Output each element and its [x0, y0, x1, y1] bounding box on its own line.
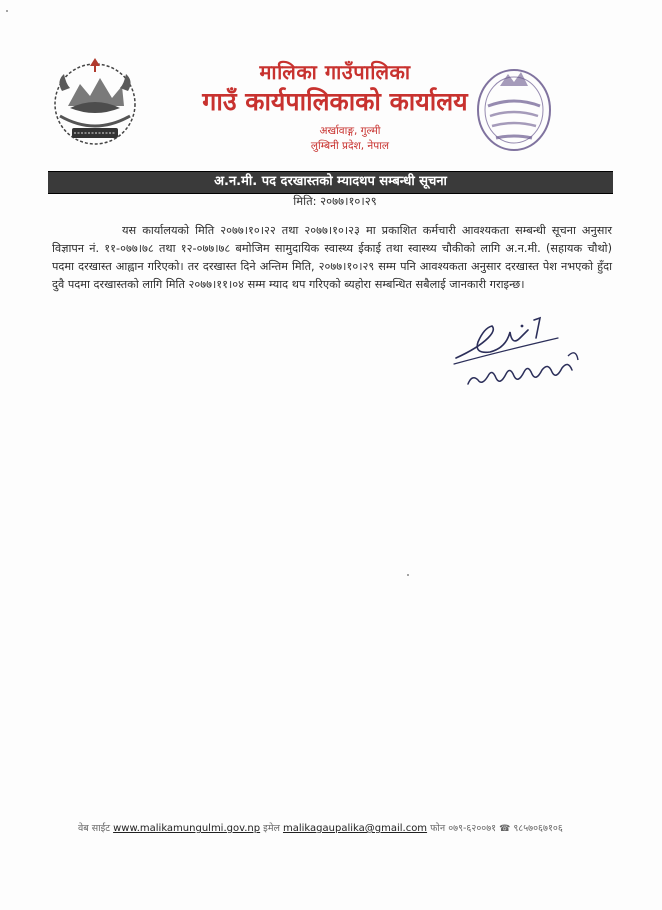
email-link[interactable]: malikagaupalika@gmail.com: [282, 823, 428, 834]
municipality-name: मालिका गाउँपालिका: [259, 60, 411, 84]
phone-number: ०७९-६२००७१: [448, 823, 497, 834]
handwritten-signature: [448, 308, 598, 398]
office-address: [250, 124, 450, 154]
address-line-2: लुम्बिनी प्रदेश, नेपाल: [310, 140, 390, 152]
notice-body: [52, 222, 612, 294]
notice-date: मिति: २०७७।१०।२९: [293, 194, 377, 208]
telephone-icon: ☎: [499, 824, 511, 834]
phone-label: फोन: [430, 823, 446, 834]
notice-title-banner: [48, 171, 613, 194]
mobile-number: ९८५७०६७१०६: [513, 823, 563, 834]
footer-contact: [78, 821, 598, 834]
website-label: वेब साईट: [78, 823, 111, 834]
office-header: [170, 60, 500, 118]
nepal-emblem-icon: [50, 56, 140, 150]
address-line-1: अर्खावाङ्ग, गुल्मी: [319, 125, 381, 137]
notice-body-text: यस कार्यालयको मिति २०७७।१०।२२ तथा २०७७।१०।२३ मा प्रकाशित कर्मचारी आवश्यकता सम्बन्धी सूचना अनुसार विज्ञापन नं. ११-०७७।७८ तथा १२-०७७।७८ बमोजिम सामुदायिक स्वास्थ्य ईकाई तथा स्वास्थ्य चौकीको लागि अ.न.मी. (सहायक चौथो) पदमा दरखास्त आह्वान गरिएको। तर दरखास्त दिने अन्तिम मिति, २०७७।१०।२९ सम्म पनि आवश्यकता अनुसार दरखास्त पेश नभएको हुँदा दुवै पदमा दरखास्तको लागि मिति २०७७।११।०४ सम्म म्याद थप गरिएको ब्यहोरा सम्बन्धित सबैलाई जानकारी गराइन्छ।: [52, 224, 612, 291]
scan-speck: [6, 10, 8, 12]
email-label: इमेल: [263, 823, 280, 834]
notice-title: अ.न.मी. पद दरखास्तको म्यादथप सम्बन्धी सूचना: [214, 174, 447, 189]
office-seal-stamp: [466, 60, 554, 162]
website-link[interactable]: www.malikamungulmi.gov.np: [113, 823, 261, 834]
scan-speck: [407, 574, 409, 576]
office-name: गाउँ कार्यपालिकाको कार्यालय: [202, 87, 468, 116]
